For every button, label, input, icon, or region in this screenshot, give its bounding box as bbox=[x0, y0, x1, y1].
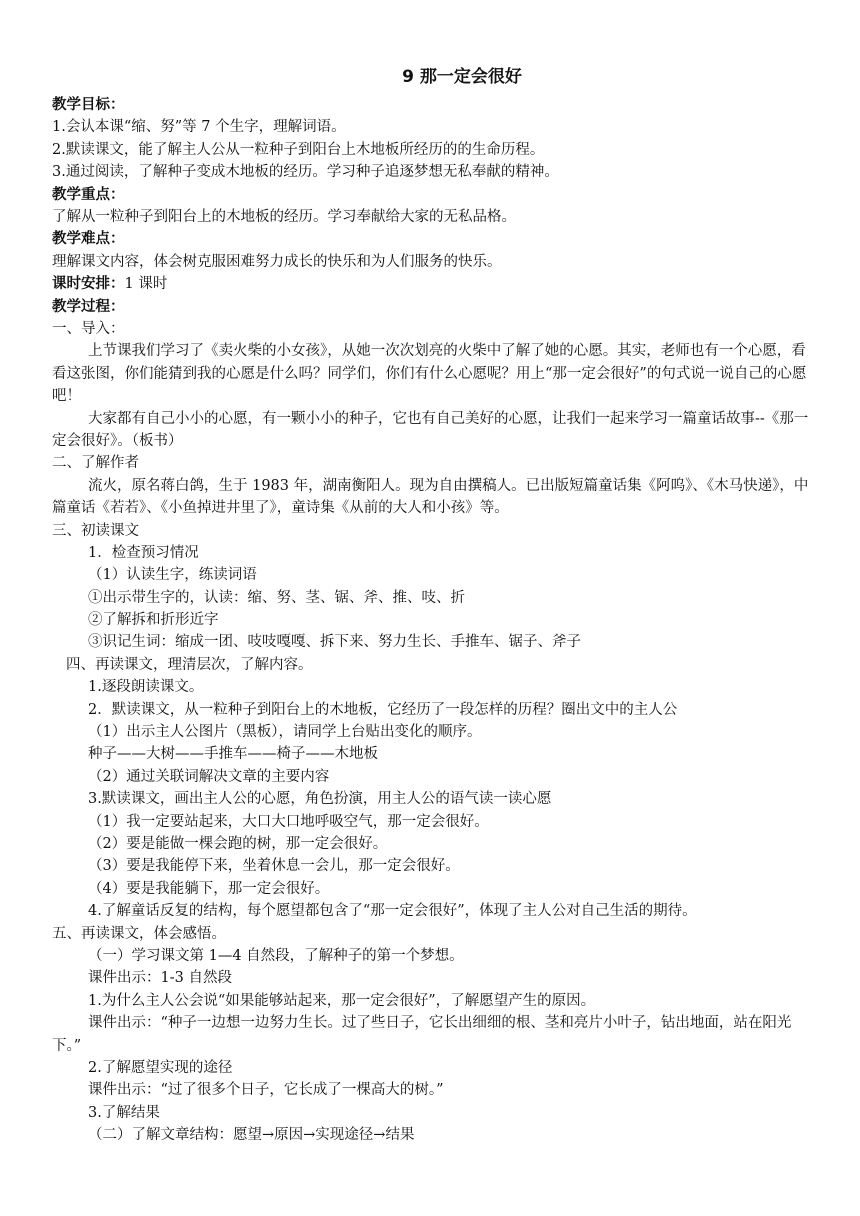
list-line: 1.逐段朗读课文。 bbox=[88, 679, 204, 696]
list-line: 1．检查预习情况 bbox=[88, 544, 199, 561]
process-heading: 教学过程： bbox=[52, 298, 125, 315]
section-title: 四、再读课文，理清层次，了解内容。 bbox=[66, 656, 313, 673]
list-line: ③识记生词：缩成一团、吱吱嘎嘎、拆下来、努力生长、手推车、锯子、斧子 bbox=[88, 634, 581, 651]
objectives-heading: 教学目标： bbox=[52, 97, 125, 113]
list-line: （3）要是我能停下来，坐着休息一会儿，那一定会很好。 bbox=[88, 858, 460, 875]
list-line: 3.了解结果 bbox=[88, 1104, 160, 1121]
list-line: 2．默读课文，从一粒种子到阳台上的木地板，它经历了一段怎样的历程？圈出文中的主人公 bbox=[88, 701, 678, 718]
paragraph: 大家都有自己小小的心愿，有一颗小小的种子，它也有自己美好的心愿，让我们一起来学习一篇童话故事--《那一定会很好》。（板书） bbox=[52, 410, 809, 449]
list-line: 种子——大树——手推车——椅子——木地板 bbox=[88, 746, 378, 763]
objective-item: 1.会认本课“缩、努”等 7 个生字，理解词语。 bbox=[52, 119, 346, 136]
list-line: 3.默读课文，画出主人公的心愿，角色扮演，用主人公的语气读一读心愿 bbox=[88, 791, 552, 808]
key-point-text: 了解从一粒种子到阳台上的木地板的经历。学习奉献给大家的无私品格。 bbox=[52, 208, 516, 225]
paragraph: 课件出示：“种子一边想一边努力生长。过了些日子，它长出细细的根、茎和亮片小叶子，钻出地面，站在阳光下。” bbox=[52, 1015, 792, 1054]
list-line: 1.为什么主人公会说“如果能够站起来，那一定会很好”，了解愿望产生的原因。 bbox=[88, 992, 596, 1009]
lesson-plan-page bbox=[52, 62, 812, 1147]
objective-item: 2.默读课文，能了解主人公从一粒种子到阳台上木地板所经历的的生命历程。 bbox=[52, 141, 545, 158]
schedule-heading: 课时安排： bbox=[52, 276, 125, 293]
list-line: （一）学习课文第 1—4 自然段，了解种子的第一个梦想。 bbox=[88, 947, 464, 964]
list-line: 2.了解愿望实现的途径 bbox=[88, 1059, 233, 1076]
section-title: 五、再读课文，体会感悟。 bbox=[52, 925, 226, 942]
difficulty-heading: 教学难点： bbox=[52, 231, 125, 248]
list-line: （4）要是我能躺下，那一定会很好。 bbox=[88, 880, 330, 897]
list-line: 课件出示：“过了很多个日子，它长成了一棵高大的树。” bbox=[88, 1082, 444, 1099]
section-title: 一、导入： bbox=[52, 320, 125, 337]
list-line: ②了解拆和折形近字 bbox=[88, 612, 219, 629]
page-title: 9 那一定会很好 bbox=[402, 67, 522, 87]
difficulty-text: 理解课文内容，体会树克服困难努力成长的快乐和为人们服务的快乐。 bbox=[52, 253, 502, 270]
list-line: （2）要是能做一棵会跑的树，那一定会很好。 bbox=[88, 836, 388, 852]
list-line: （二）了解文章结构：愿望→原因→实现途径→结果 bbox=[88, 1127, 415, 1144]
list-line: ①出示带生字的，认读：缩、努、茎、锯、斧、推、吱、折 bbox=[88, 589, 465, 606]
schedule-row bbox=[52, 273, 812, 295]
objective-item: 3.通过阅读，了解种子变成木地板的经历。学习种子追逐梦想无私奉献的精神。 bbox=[52, 164, 559, 181]
list-line: 4.了解童话反复的结构，每个愿望都包含了“那一定会很好”，体现了主人公对自己生活的期待。 bbox=[88, 903, 697, 920]
list-line: （1）出示主人公图片（黑板），请同学上台贴出变化的顺序。 bbox=[88, 724, 482, 741]
list-line: （2）通过关联词解决文章的主要内容 bbox=[88, 768, 330, 785]
list-line: （1）我一定要站起来，大口大口地呼吸空气，那一定会很好。 bbox=[88, 813, 489, 830]
paragraph: 流火，原名蒋白鸽，生于 1983 年，湖南衡阳人。现为自由撰稿人。已出版短篇童话集《阿呜》、《木马快递》，中篇童话《若若》、《小鱼掉进井里了》，童诗集《从前的大人和小孩》等。 bbox=[52, 477, 809, 517]
list-line: （1）认读生字，练读词语 bbox=[88, 567, 257, 584]
list-line: 课件出示：1-3 自然段 bbox=[88, 970, 232, 987]
paragraph: 上节课我们学习了《卖火柴的小女孩》，从她一次次划亮的火柴中了解了她的心愿。其实，老师也有一个心愿，看看这张图，你们能猜到我的心愿是什么吗？同学们，你们有什么心愿呢？用上“那一定会很好”的句式说一说自己的心愿吧！ bbox=[52, 343, 807, 405]
section-title: 三、初读课文 bbox=[52, 522, 139, 539]
schedule-value: 1 课时 bbox=[124, 276, 168, 293]
section-title: 二、了解作者 bbox=[52, 455, 139, 472]
key-point-heading: 教学重点： bbox=[52, 186, 125, 203]
